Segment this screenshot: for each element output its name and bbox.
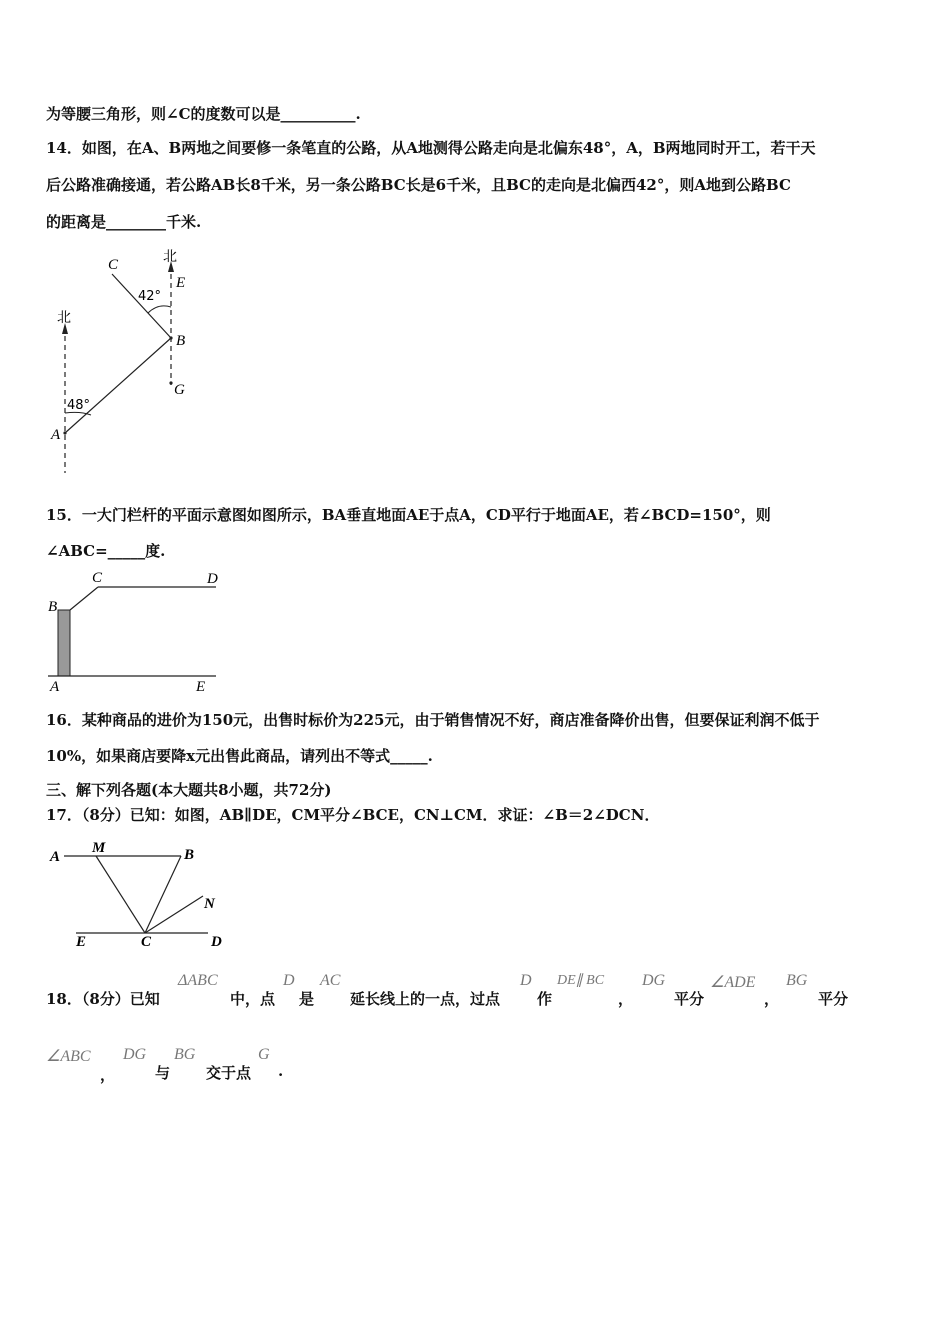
q18-math-ade: ∠ADE	[710, 974, 756, 991]
q18-text-pingfen2: 平分	[818, 990, 849, 1008]
q18-math-bg2: BG	[174, 1046, 196, 1063]
label-a: A	[50, 849, 61, 865]
q18-math-ac: AC	[320, 972, 341, 989]
q18-math-g: G	[258, 1046, 270, 1063]
label-g: G	[174, 382, 185, 398]
q17-figure	[46, 838, 236, 953]
q14-line1: 14．如图，在A、B两地之间要修一条笔直的公路，从A地测得公路走向是北偏东48°，A，B两地同时开工，若干天	[46, 139, 816, 157]
label-c: C	[108, 257, 119, 273]
label-b: B	[48, 599, 58, 615]
label-b: B	[184, 847, 195, 863]
label-a: A	[51, 427, 61, 443]
q18-text-shi: 是	[299, 990, 315, 1008]
label-d: D	[211, 934, 222, 950]
q15-figure	[46, 567, 226, 695]
label-north-b: 北	[163, 249, 177, 265]
point-a-dot	[63, 431, 66, 434]
bar-bc	[70, 587, 98, 610]
q16-line1: 16．某种商品的进价为150元，出售时标价为225元，由于销售情况不好，商店准备降价出售，但要保证利润不低于	[46, 711, 820, 729]
q18-text-ext: 延长线上的一点，过点	[350, 990, 501, 1008]
label-e: E	[176, 275, 186, 291]
q16-line2: 10%，如果商店要降x元出售此商品，请列出不等式_____.	[46, 747, 433, 765]
label-c: C	[141, 934, 152, 950]
label-b: B	[176, 333, 186, 349]
q18-text-jiao: 交于点	[206, 1064, 252, 1082]
q15-line2: ∠ABC=_____度.	[46, 542, 166, 560]
q18-text-zhong: 中，点	[230, 990, 276, 1008]
q18-end: .	[278, 1062, 284, 1080]
q18-text-pingfen1: 平分	[674, 990, 705, 1008]
label-42: 42°	[138, 289, 162, 304]
q14-line3: 的距离是________千米.	[46, 213, 202, 231]
q18-math-d2: D	[520, 972, 532, 989]
label-m: M	[92, 840, 106, 856]
q14-line2: 后公路准确接通，若公路AB长8千米，另一条公路BC长是6千米，且BC的走向是北偏西42°，则A地到公路BC	[46, 176, 791, 194]
q18-math-de-bc: DE∥ BC	[557, 973, 605, 988]
q18-math-bg: BG	[786, 972, 808, 989]
q18-prefix: 18．（8分）已知	[46, 990, 160, 1008]
q17-text: 17．（8分）已知：如图，AB∥DE，CM平分∠BCE，CN⊥CM．求证：∠B＝2∠DCN．	[46, 806, 660, 824]
arc-42	[148, 306, 171, 313]
point-g-dot	[169, 381, 172, 384]
q18-comma-1: ，	[618, 990, 634, 1008]
q18-comma-3: ，	[100, 1066, 116, 1084]
q18-math-d: D	[283, 972, 295, 989]
label-a: A	[50, 679, 60, 695]
label-north-a: 北	[57, 310, 71, 326]
q13-tail: 为等腰三角形，则∠C的度数可以是__________.	[46, 105, 361, 123]
label-48: 48°	[67, 398, 91, 413]
section-3-heading: 三、解下列各题(本大题共8小题，共72分)	[46, 781, 332, 799]
label-d: D	[207, 571, 218, 587]
post-ba	[58, 610, 70, 676]
q18-math-dg2: DG	[123, 1046, 147, 1063]
label-e: E	[196, 679, 206, 695]
q18-math-abc: ΔABC	[178, 972, 218, 989]
q18-comma-2: ，	[764, 990, 780, 1008]
label-c: C	[92, 570, 103, 586]
seg-mc	[96, 856, 145, 933]
label-e: E	[76, 934, 87, 950]
q18-text-yu: 与	[155, 1064, 171, 1082]
road-ab	[65, 338, 171, 433]
q15-line1: 15．一大门栏杆的平面示意图如图所示，BA垂直地面AE于点A，CD平行于地面AE，若∠BCD=150°，则	[46, 506, 771, 524]
q18-text-zuo: 作	[537, 990, 553, 1008]
q18-math-angle-abc: ∠ABC	[46, 1048, 91, 1065]
q14-figure	[46, 245, 206, 477]
point-b-dot	[169, 336, 172, 339]
q18-math-dg: DG	[642, 972, 666, 989]
label-n: N	[204, 896, 215, 912]
